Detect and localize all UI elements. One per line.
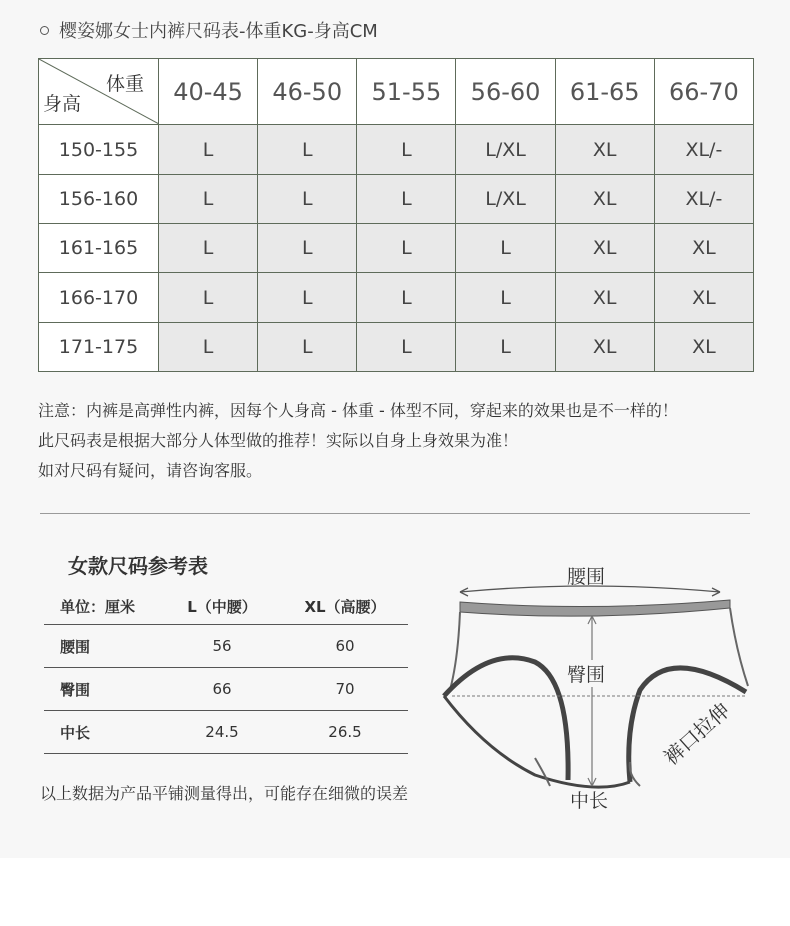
size-cell: L: [159, 224, 258, 273]
ref-header-row: [44, 588, 408, 625]
table-row: [44, 625, 408, 668]
size-cell: L: [258, 224, 357, 273]
notes: [38, 396, 678, 486]
ref-cell-l: 56: [162, 625, 282, 668]
table-row: [39, 273, 754, 322]
size-cell: L: [456, 322, 555, 371]
table-row: [44, 668, 408, 711]
note-line: 此尺码表是根据大部分人体型做的推荐！实际以自身上身效果为准！: [38, 431, 519, 450]
size-table: [38, 58, 754, 372]
size-cell: L: [159, 174, 258, 223]
size-cell: XL: [555, 224, 654, 273]
size-cell: L: [357, 224, 456, 273]
table-row: [39, 322, 754, 371]
ref-cell-xl: 70: [282, 668, 408, 711]
height-cell: 166-170: [39, 273, 159, 322]
height-cell: 156-160: [39, 174, 159, 223]
height-cell: 171-175: [39, 322, 159, 371]
weight-header: 61-65: [555, 59, 654, 125]
diagram-waist-label: 腰围: [567, 566, 606, 588]
note-line: 如对尺码有疑问，请咨询客服。: [38, 461, 263, 480]
ref-cell-l: 66: [162, 668, 282, 711]
ref-header-l: L（中腰）: [187, 597, 257, 616]
weight-header: 66-70: [654, 59, 753, 125]
size-cell: XL/-: [654, 125, 753, 174]
size-cell: XL: [555, 125, 654, 174]
size-cell: XL: [654, 224, 753, 273]
footnote: 以上数据为产品平铺测量得出，可能存在细微的误差: [40, 784, 409, 803]
size-cell: XL: [654, 273, 753, 322]
height-cell: 161-165: [39, 224, 159, 273]
weight-header: 51-55: [357, 59, 456, 125]
corner-cell: [39, 59, 159, 125]
size-cell: XL: [555, 273, 654, 322]
corner-weight-label: 体重: [105, 73, 144, 95]
ref-header-unit: 单位：厘米: [60, 597, 136, 616]
diagram-hip-label: 臀围: [567, 660, 605, 687]
size-cell: XL: [555, 174, 654, 223]
size-cell: L: [456, 224, 555, 273]
ref-header-xl: XL（高腰）: [304, 597, 386, 616]
size-cell: L: [258, 322, 357, 371]
page-title: 樱姿娜女士内裤尺码表-体重KG-身高CM: [59, 21, 378, 42]
circle-bullet-icon: [40, 26, 49, 35]
corner-height-label: 身高: [43, 93, 82, 116]
ref-table-title: 女款尺码参考表: [68, 554, 208, 578]
ref-table: [44, 588, 408, 754]
size-cell: XL: [555, 322, 654, 371]
size-cell: L: [357, 125, 456, 174]
ref-row-label: 腰围: [44, 625, 162, 668]
ref-row-label: 中长: [44, 711, 162, 754]
weight-header: 56-60: [456, 59, 555, 125]
page-title-row: [40, 18, 378, 42]
table-row: [39, 174, 754, 223]
ref-cell-xl: 60: [282, 625, 408, 668]
size-cell: L/XL: [456, 174, 555, 223]
size-cell: XL: [654, 322, 753, 371]
weight-header: 40-45: [159, 59, 258, 125]
diagram-length-label: 中长: [570, 790, 609, 812]
weight-header: 46-50: [258, 59, 357, 125]
ref-cell-l: 24.5: [162, 711, 282, 754]
ref-row-label: 臀围: [44, 668, 162, 711]
underwear-diagram: [430, 550, 770, 830]
size-table-header-row: [39, 59, 754, 125]
ref-cell-xl: 26.5: [282, 711, 408, 754]
size-cell: L: [159, 125, 258, 174]
size-cell: L: [357, 174, 456, 223]
size-cell: L: [159, 273, 258, 322]
size-cell: L: [159, 322, 258, 371]
table-row: [44, 711, 408, 754]
size-cell: L: [258, 273, 357, 322]
size-cell: L: [258, 174, 357, 223]
note-line: 注意：内裤是高弹性内裤，因每个人身高 - 体重 - 体型不同，穿起来的效果也是不一样的！: [38, 401, 678, 420]
table-row: [39, 125, 754, 174]
size-cell: L/XL: [456, 125, 555, 174]
table-row: [39, 224, 754, 273]
height-cell: 150-155: [39, 125, 159, 174]
diagram-leg-label: 裤口拉伸: [658, 698, 735, 770]
size-cell: L: [456, 273, 555, 322]
size-cell: L: [258, 125, 357, 174]
size-cell: L: [357, 322, 456, 371]
size-cell: XL/-: [654, 174, 753, 223]
size-cell: L: [357, 273, 456, 322]
section-divider: [40, 513, 750, 514]
